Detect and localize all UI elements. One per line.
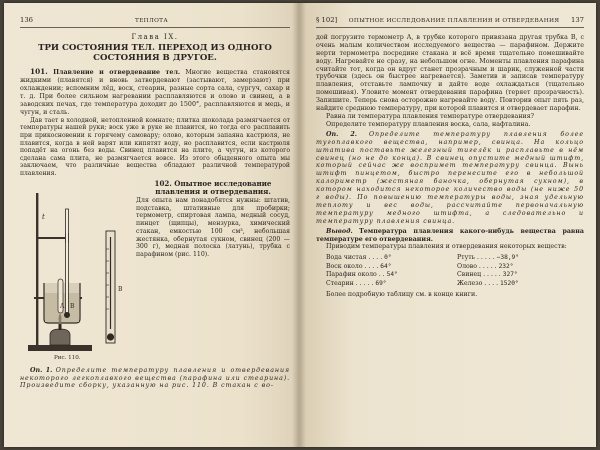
left-task-1-label: Оп. 1. xyxy=(30,366,53,374)
table-row: Олово . . . . . 232° xyxy=(457,262,514,270)
section-101-heading: Плавление и отвердевание тел. xyxy=(53,69,181,77)
section-101-paragraph-2: Дав тает в холодной, нетопленной комнате; плитка шоколада размягчается от температуры нашей руки; воск уже в руке не плавится, но тогда его расплавить при прикосновении к горячему самовару; олово, которым запаяна кастрюля, не плавится, когда в ней варят или кипятят воду, но расплавится, если кастрюля попадёт на огонь без воды. Свинец плавится на плите, а чугун, из которого сделана сама плита, не размягчается вовсе. Из этого обыденного опыта мы заключаем, что различные вещества обладают различной температурой плавления. xyxy=(20,116,290,177)
right-footer-note: Более подробную таблицу см. в конце книги. xyxy=(326,291,478,298)
right-task-2 xyxy=(316,131,584,226)
left-task-1 xyxy=(20,367,290,391)
left-running-head xyxy=(20,17,290,28)
section-102-title: Опытное исследование плавления и отвердевания. xyxy=(155,178,272,196)
right-conclusion-text: Температура плавления какого-нибудь вещества равна температуре его отвердевания. xyxy=(316,227,584,243)
right-section-mark: § 102] xyxy=(316,16,338,24)
book-spread xyxy=(4,3,596,447)
right-question: Равна ли температура плавления температуре отвердевания? xyxy=(326,112,535,120)
right-instruction: Определите температуру плавления воска, сала, нафталина. xyxy=(326,120,531,128)
right-paragraph-1: дой погрузите термометр A, в трубке которого привязана другая трубка B, с очень малым количеством исследуемого вещества — парафином. Держите нерти термометра посредине стакана и всё время тщательно помешивайте воду. Нагревайте не сразу, на небольшом огне. Моменты плавления парафина считайте тот, когда он вдруг станет прозрачным и шарик, служенной части трубочки (здесь он быстрее нагревается). Заметив и записав температуру плавления, отставьте лампочку и дайте воде охлаждаться (тщательно помешивая). Уловите момент отвердевания парафина (теряет прозрачность). Запишите. Теперь снова осторожно нагревайте воду. Повторив опыт пять раз, найдите среднюю температуру, при которой плавится и отвердевает парафин. xyxy=(316,33,584,113)
section-101-text: Многие вещества становятся жидкими (плавятся) и вновь затвердевают (застывают, замерзают) при охлаждении; вспомним лёд, воск, стеарин, разные сорта сала, сургуч, сахар и т. д. При более сильном нагревании расплавляются и олово и свинец, а в заводских печах, где температура доходит до 1500°, расплавляются и медь, и чугун, и сталь. xyxy=(20,69,290,116)
left-running-title: ТЕПЛОТА xyxy=(134,18,169,24)
apparatus-illustration xyxy=(20,179,132,355)
right-task-2-label: Оп. 2. xyxy=(326,130,357,138)
table-row: Свинец . . . . . 327° xyxy=(457,271,518,279)
table-row: Воск около . . . . 64° xyxy=(326,262,392,270)
section-101-number: 101. xyxy=(30,67,48,77)
table-row: Парафин около . . 54° xyxy=(326,271,398,279)
chapter-label: Глава IX. xyxy=(131,32,179,41)
table-row: Вода чистая . . . . 0° xyxy=(326,254,392,262)
svg-text:B: B xyxy=(70,302,75,310)
table-row: Ртуть . . . . . −38,9° xyxy=(457,254,520,262)
left-page xyxy=(4,3,300,447)
svg-text:t: t xyxy=(42,212,45,221)
table-row: Железо . . . . 1520° xyxy=(457,279,519,287)
svg-text:B: B xyxy=(118,285,123,293)
figure-caption: Рис. 110. xyxy=(54,354,81,361)
right-conclusion xyxy=(316,228,584,244)
left-page-number: 136 xyxy=(20,16,33,24)
right-task-2-text: Определите температуру плавления более тугоплавкого вещества, например, свинца. На кольцо штатива поставьте железный тигелёк и расплавьте в нём свинец (но не до конца). В свинец опустите медный штифт, который сейчас же воспримет температуру свинца. Вынь штифт пинцетом, быстро перенесите его в небольшой калориметр (жестяная баночка, обернутая сукном), в котором находится некоторое количество воды (не ниже 50 г воды). По повышению температуры воды, зная удельную теплоту и вес воды, рассчитайте первоначальную температуру медного штифта, а следовательно и температуру плавления свинца. xyxy=(316,130,584,225)
section-102-number: 102. xyxy=(154,178,172,188)
right-running-title: ОПЫТНОЕ ИССЛЕДОВАНИЕ ПЛАВЛЕНИЯ И ОТВЕРДЕВАНИЯ xyxy=(348,18,560,24)
section-102-block xyxy=(136,179,290,259)
section-101-intro xyxy=(20,68,290,116)
figure-zone xyxy=(20,179,290,367)
table-row: Стеарин . . . . . 69° xyxy=(326,279,387,287)
right-page xyxy=(300,3,596,447)
melting-table xyxy=(326,254,582,288)
right-conclusion-label: Вывод. xyxy=(326,227,353,235)
left-task-1-text: Определите температуру плавления и отвердевания некоторого легкоплавкого вещества (парафина или стеарина). Произведите сборку, указанную на рис. 110. В стакан с во- xyxy=(20,366,290,390)
chapter-title: ТРИ СОСТОЯНИЯ ТЕЛ. ПЕРЕХОД ИЗ ОДНОГО СОСТОЯНИЯ В ДРУГОЕ. xyxy=(38,42,272,63)
section-102-heading xyxy=(136,180,290,196)
right-running-head xyxy=(316,17,584,28)
svg-text:A: A xyxy=(60,302,65,310)
right-table-intro: Приводим температуры плавления и отвердевания некоторых веществ: xyxy=(326,243,567,251)
section-102-text: Для опыта нам понадобятся нужны: штатив, подставка, штативные для пробирки; термометр, спиртовая лампа, медный сосуд, пинцет (щипцы), мензурка, химический стакан, емкостью 100 см³, небольшая жестянка, обернутая сукном, свинец (200 — 300 г), медная полоска (латунь), трубка с парафином (рис. 110). xyxy=(136,197,290,258)
right-page-number: 137 xyxy=(571,16,584,24)
